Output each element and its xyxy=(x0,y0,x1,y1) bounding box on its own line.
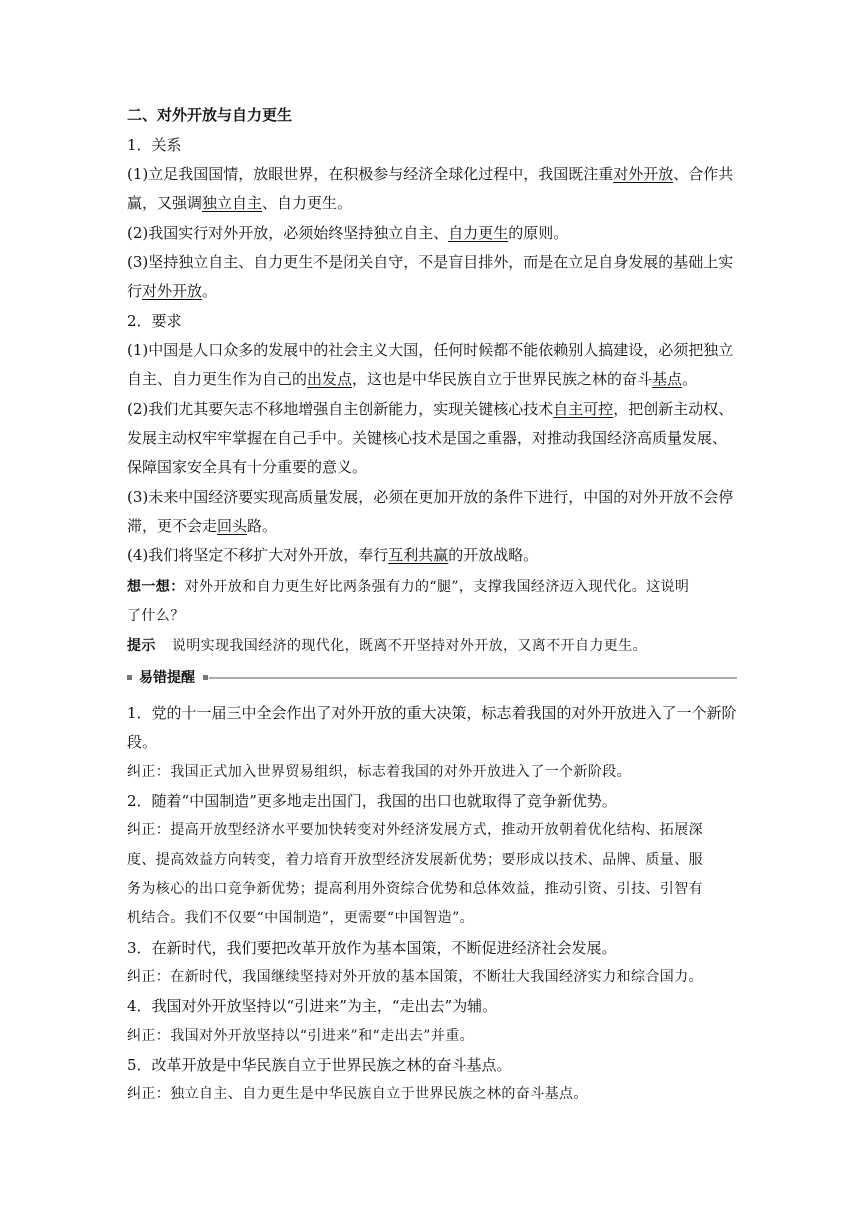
answer-blank: 出发点 xyxy=(307,370,353,388)
banner-title: 易错提醒 xyxy=(139,670,195,686)
correction-cont: 机结合。我们不仅要“中国制造”，更需要“中国智造”。 xyxy=(127,910,475,926)
error-statement: 4．我国对外开放坚持以“引进来”为主，“走出去”为辅。 xyxy=(127,997,498,1015)
paragraph-line: 自主、自力更生作为自己的出发点，这也是中华民族自立于世界民族之林的奋斗基点。 xyxy=(127,370,698,388)
paragraph-line: (3)坚持独立自主、自力更生不是闭关自守，不是盲目排外，而是在立足自身发展的基础上实 xyxy=(127,253,734,271)
error-tips-banner xyxy=(127,668,737,688)
paragraph-line: (1)立足我国国情，放眼世界，在积极参与经济全球化过程中，我国既注重对外开放、合作共 xyxy=(127,165,734,183)
think-question-cont: 了什么？ xyxy=(127,608,185,624)
paragraph-line: (1)中国是人口众多的发展中的社会主义大国，任何时候都不能依赖别人搞建设，必须把独立 xyxy=(127,341,734,359)
paragraph-line: 发展主动权牢牢掌握在自己手中。关键核心技术是国之重器，对推动我国经济高质量发展、 xyxy=(127,429,728,447)
correction-cont: 度、提高效益方向转变，着力培育开放型经济发展新优势；要形成以技术、品牌、质量、服 xyxy=(127,852,703,868)
think-question: 想一想：对外开放和自力更生好比两条强有力的“腿”，支撑我国经济迈入现代化。这说明 xyxy=(127,579,690,595)
answer-blank: 独立自主 xyxy=(202,194,263,212)
divider xyxy=(209,677,737,679)
paragraph-line: (2)我们尤其要矢志不移地增强自主创新能力，实现关键核心技术自主可控，把创新主动权、 xyxy=(127,400,734,418)
correction: 纠正：在新时代，我国继续坚持对外开放的基本国策，不断壮大我国经济实力和综合国力。 xyxy=(127,969,703,985)
hint-label: 提示 xyxy=(127,638,156,654)
error-statement: 3．在新时代，我们要把改革开放作为基本国策，不断促进经济社会发展。 xyxy=(127,939,617,957)
error-statement: 1．党的十一届三中全会作出了对外开放的重大决策，标志着我国的对外开放进入了一个新阶 xyxy=(127,704,737,722)
subheading-requirements: 2．要求 xyxy=(127,312,182,330)
think-label: 想一想： xyxy=(127,579,185,595)
paragraph-line: (4)我们将坚定不移扩大对外开放，奉行互利共赢的开放战略。 xyxy=(127,546,539,564)
error-statement-cont: 段。 xyxy=(127,733,158,751)
error-statement: 2．随着“中国制造”更多地走出国门，我国的出口也就取得了竞争新优势。 xyxy=(127,792,617,810)
answer-blank: 对外开放 xyxy=(142,282,203,300)
answer-blank: 回头 xyxy=(217,517,248,535)
answer-blank: 基点 xyxy=(652,370,683,388)
correction: 纠正：我国正式加入世界贸易组织，标志着我国的对外开放进入了一个新阶段。 xyxy=(127,764,631,780)
paragraph-line: (2)我国实行对外开放，必须始终坚持独立自主、自力更生的原则。 xyxy=(127,224,569,242)
subheading-relation: 1．关系 xyxy=(127,136,182,154)
correction-cont: 务为核心的出口竞争新优势；提高利用外资综合优势和总体效益，推动引资、引技、引智有 xyxy=(127,881,703,897)
answer-blank: 对外开放 xyxy=(613,165,674,183)
paragraph-line: 滞，更不会走回头路。 xyxy=(127,517,278,535)
paragraph-line: 保障国家安全具有十分重要的意义。 xyxy=(127,458,368,476)
paragraph-line: (3)未来中国经济要实现高质量发展，必须在更加开放的条件下进行，中国的对外开放不会停 xyxy=(127,488,734,506)
section-heading: 二、对外开放与自力更生 xyxy=(127,106,293,124)
answer-blank: 互利共赢 xyxy=(388,546,449,564)
paragraph-line: 行对外开放。 xyxy=(127,282,218,300)
correction: 纠正：我国对外开放坚持以“引进来”和“走出去”并重。 xyxy=(127,1028,475,1044)
square-bullet-icon xyxy=(127,675,132,680)
correction: 纠正：独立自主、自力更生是中华民族自立于世界民族之林的奋斗基点。 xyxy=(127,1086,588,1102)
correction: 纠正：提高开放型经济水平要加快转变对外经济发展方式，推动开放朝着优化结构、拓展深 xyxy=(127,822,703,838)
error-statement: 5．改革开放是中华民族自立于世界民族之林的奋斗基点。 xyxy=(127,1056,512,1074)
square-bullet-icon xyxy=(203,675,208,680)
paragraph-line: 赢，又强调独立自主、自力更生。 xyxy=(127,194,353,212)
answer-blank: 自主可控 xyxy=(553,400,614,418)
think-hint: 提示 说明实现我国经济的现代化，既离不开坚持对外开放，又离不开自力更生。 xyxy=(127,638,648,654)
answer-blank: 自力更生 xyxy=(448,224,509,242)
